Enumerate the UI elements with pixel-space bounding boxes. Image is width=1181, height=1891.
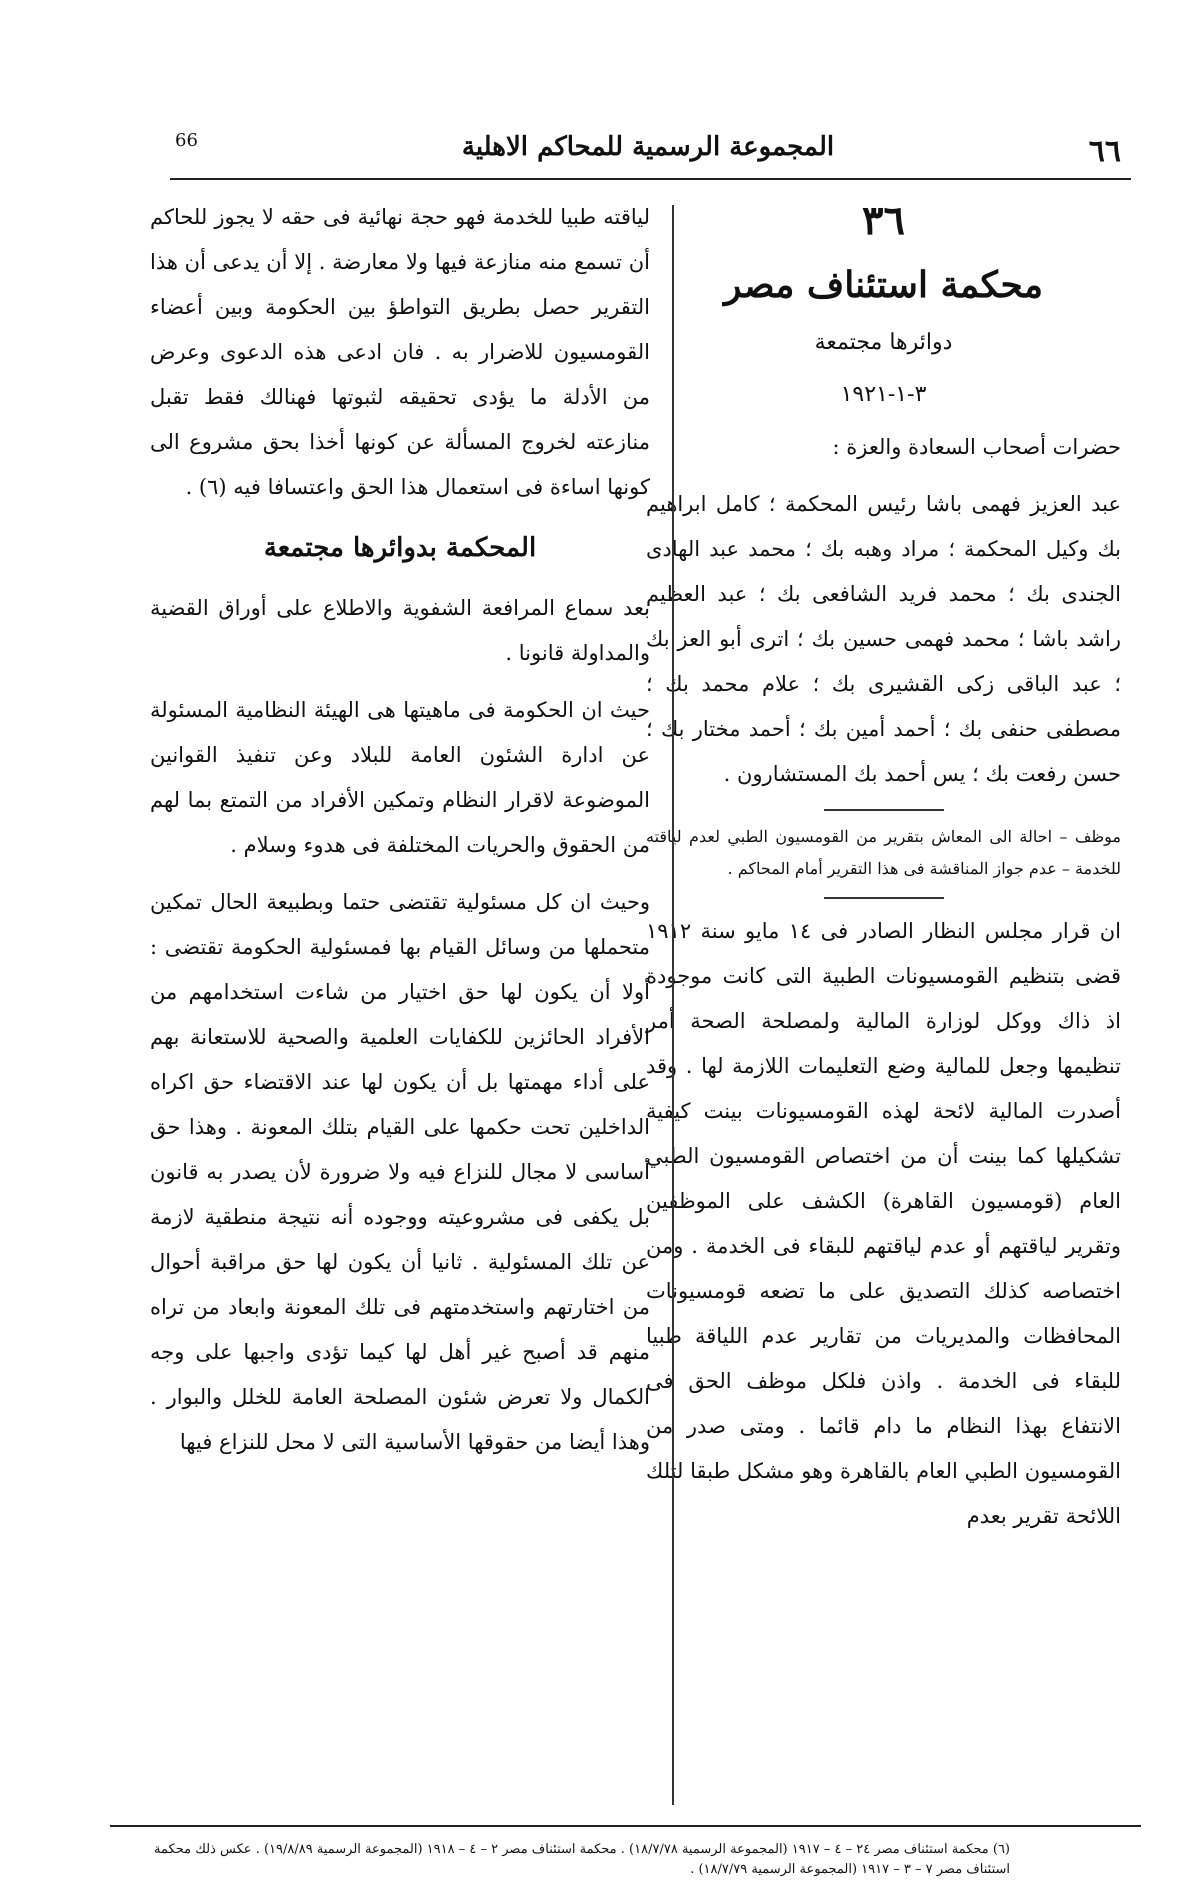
footnote-contra: عكس ذلك bbox=[195, 1842, 252, 1857]
headnote: موظف – احالة الى المعاش بتقرير من القومسيون الطبي لعدم لياقته للخدمة – عدم جواز المناقشة فى هذا التقرير أمام المحاكم . bbox=[646, 827, 1122, 878]
section-heading: المحكمة بدوائرها مجتمعة bbox=[263, 533, 537, 563]
footnote-line-3: محكمة استئناف مصر ٧ – ٣ – ١٩١٧ (المجموعة الرسمية ١٨/٧/٧٩) . bbox=[154, 1842, 1010, 1877]
chambers-label: دوائرها مجتمعة bbox=[814, 330, 953, 355]
footnote-line-1: (٦) محكمة استئناف مصر ٢٤ – ٤ – ١٩١٧ (المجموعة الرسمية ١٨/٧/٧٨) . bbox=[620, 1842, 1010, 1857]
right-column bbox=[646, 195, 1121, 1551]
short-divider bbox=[824, 897, 944, 899]
paragraph-2: حيث ان الحكومة فى ماهيتها هى الهيئة النظامية المسئولة عن ادارة الشئون العامة للبلاد وعن تنفيذ القوانين الموضوعة لاقرار النظام وتمكين الأفراد من التمتع بما لهم من الحقوق والحريات المختلفة فى هدوء وسلام . bbox=[150, 698, 650, 857]
page-number-latin: 66 bbox=[175, 130, 198, 151]
page-number-arabic: ٦٦ bbox=[1088, 134, 1121, 169]
footnote-line-2: محكمة استئناف مصر ٢ – ٤ – ١٩١٨ (المجموعة الرسمية ١٩/٨/٨٩) . bbox=[255, 1842, 617, 1857]
summary-continuation: لياقته طبيا للخدمة فهو حجة نهائية فى حقه لا يجوز للحاكم أن تسمع منه منازعة فيها ولا معارضة . إلا أن يدعى أن هذا التقرير حصل بطريق التواطؤ بين الحكومة وبين أعضاء القومسيون للاضرار به . فان ادعى هذه الدعوى وعرض من الأدلة ما يؤدى تحقيقه لثبوتها فهنالك فقط تقبل منازعته لخروج المسألة عن كونها أخذا بحق مشروع الى كونها اساءة فى استعمال هذا الحق واعتسافا فيه (٦) . bbox=[150, 205, 650, 499]
column-divider bbox=[672, 205, 674, 1805]
running-title: المجموعة الرسمية للمحاكم الاهلية bbox=[461, 132, 835, 162]
paragraph-1: بعد سماع المرافعة الشفوية والاطلاع على أوراق القضية والمداولة قانونا . bbox=[150, 596, 650, 665]
address-line: حضرات أصحاب السعادة والعزة : bbox=[832, 435, 1121, 459]
footnote-rule bbox=[110, 1825, 1141, 1827]
page-header bbox=[175, 130, 1121, 174]
summary-body: ان قرار مجلس النظار الصادر فى ١٤ مايو سنة ١٩١٢ قضى بتنظيم القومسيونات الطبية التى كانت موجودة اذ ذاك ووكل لوزارة المالية ولمصلحة الصحة أمر تنظيمها وجعل للمالية وضع التعليمات اللازمة لها . وقد أصدرت المالية لائحة لهذه القومسيونات بينت كيفية تشكيلها كما بينت أن من اختصاص القومسيون الطبي العام (قومسيون القاهرة) الكشف على الموظفين وتقرير لياقتهم أو عدم لياقتهم للبقاء فى الخدمة . ومن اختصاصه كذلك التصديق على ما تضعه قومسيونات المحافظات والمديريات من تقارير عدم اللياقة طبيا للبقاء فى الخدمة . واذن فلكل موظف الحق فى الانتفاع بهذا النظام ما دام قائما . ومتى صدر من القومسيون الطبي العام بالقاهرة وهو مشكل طبقا لتلك اللائحة تقرير بعدم bbox=[646, 919, 1121, 1528]
left-column bbox=[150, 195, 650, 1477]
paragraph-3: وحيث ان كل مسئولية تقتضى حتما وبطبيعة الحال تمكين متحملها من وسائل القيام بها فمسئولية الحكومة تقتضى : أولا أن يكون لها حق اختيار من شاءت استخدامهم من الأفراد الحائزين للكفايات العلمية والصحية للاستعانة بهم على أداء مهمتها بل أن يكون لها عند الاقتضاء حق اكراه الداخلين تحت حكمها على القيام بتلك المعونة . وهذا حق أساسى لا مجال للنزاع فيه ولا ضرورة لأن يصدر به قانون بل يكفى فى مشروعيته ووجوده أنه نتيجة منطقية لازمة عن تلك المسئولية . ثانيا أن يكون لها حق مراقبة أحوال من اختارتهم واستخدمتهم فى تلك المعونة وابعاد من تراه منهم قد أصبح غير أهل لها كيما تؤدى واجبها على وجه الكمال ولا تعرض شئون المصلحة العامة للخلل والبوار . وهذا أيضا من حقوقها الأساسية التى لا محل للنزاع فيها bbox=[150, 890, 650, 1454]
court-name: محكمة استئناف مصر bbox=[724, 264, 1043, 306]
judges-list: عبد العزيز فهمى باشا رئيس المحكمة ؛ كامل ابراهيم بك وكيل المحكمة ؛ مراد وهبه بك ؛ محمد عبد الهادى الجندى بك ؛ محمد فريد الشافعى بك ؛ عبد العظيم راشد باشا ؛ محمد فهمى حسين بك ؛ اترى أبو العز بك ؛ عبد الباقى زكى القشيرى بك ؛ علام محمد بك ؛ مصطفى حنفى بك ؛ أحمد أمين بك ؛ أحمد مختار بك ؛ حسن رفعت بك ؛ يس أحمد بك المستشارون . bbox=[646, 492, 1121, 786]
case-number: ٣٦ bbox=[862, 197, 905, 244]
header-rule bbox=[170, 178, 1131, 180]
footnotes bbox=[130, 1840, 1010, 1880]
short-divider bbox=[824, 809, 944, 811]
judgment-date: ٣-١-١٩٢١ bbox=[840, 382, 927, 407]
